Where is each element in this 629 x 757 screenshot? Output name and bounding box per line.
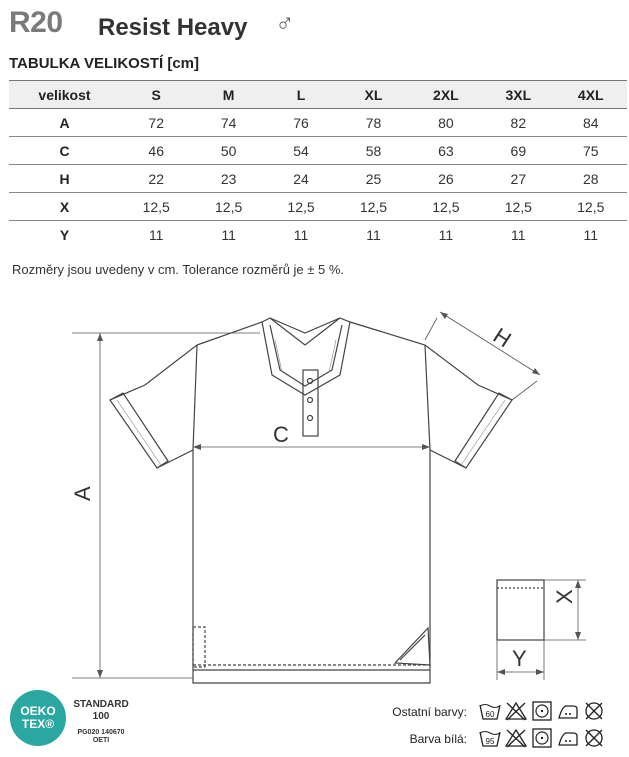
wash-tub-icon xyxy=(479,700,501,722)
table-cell: 12,5 xyxy=(577,198,605,215)
collar-inner xyxy=(270,325,342,386)
shirt-body-outline xyxy=(110,318,512,683)
wash-tub-icon xyxy=(479,727,501,749)
row-label: C xyxy=(59,142,70,159)
oeko-tex-logo: OEKO TEX® xyxy=(10,690,66,746)
left-cuff xyxy=(110,393,168,468)
tolerance-note: Rozměry jsou uvedeny v cm. Tolerance rozměrů je ± 5 %. xyxy=(12,262,345,277)
table-cell: 25 xyxy=(365,170,382,187)
wash-temp: 95 xyxy=(485,737,495,746)
table-cell: 12,5 xyxy=(215,198,243,215)
table-cell: 28 xyxy=(582,170,599,187)
table-cell: 82 xyxy=(510,114,527,131)
oeko-tex-standard: STANDARD 100 xyxy=(73,699,129,722)
no-bleach-icon xyxy=(505,700,527,722)
care-label-white: Barva bílá: xyxy=(409,732,467,746)
table-cell: 72 xyxy=(148,114,164,131)
care-icons-colored xyxy=(479,700,605,722)
wash-temp: 60 xyxy=(485,710,495,719)
care-icons-white xyxy=(479,727,605,749)
table-cell: 50 xyxy=(220,142,237,159)
dimension-label-y: Y xyxy=(512,646,527,671)
product-code: R20 xyxy=(9,6,63,39)
row-label: A xyxy=(59,114,70,131)
oeko-tex-cert: PG020 140670 OETI xyxy=(77,729,125,744)
right-cuff xyxy=(455,393,512,468)
fabric-swatch xyxy=(497,580,544,640)
row-label: Y xyxy=(59,226,70,243)
dimension-label-a: A xyxy=(70,486,95,501)
size-table-title: TABULKA VELIKOSTÍ [cm] xyxy=(9,55,199,72)
no-bleach-icon xyxy=(505,727,527,749)
tumble-dry-icon xyxy=(531,727,553,749)
product-name: Resist Heavy xyxy=(98,14,248,41)
table-cell: 69 xyxy=(510,142,527,159)
size-header: 4XL xyxy=(555,81,627,109)
iron-icon xyxy=(557,700,579,722)
button xyxy=(308,416,313,421)
button xyxy=(308,398,313,403)
table-cell: 78 xyxy=(365,114,382,131)
table-cell: 80 xyxy=(438,114,454,131)
table-cell: 54 xyxy=(293,142,309,159)
table-cell: 22 xyxy=(148,170,164,187)
table-cell: 11 xyxy=(583,226,599,243)
table-cell: 75 xyxy=(582,142,599,159)
table-cell: 11 xyxy=(511,226,526,243)
table-cell: 58 xyxy=(365,142,382,159)
row-label: X xyxy=(59,198,70,215)
iron-icon xyxy=(557,727,579,749)
no-dry-clean-icon xyxy=(583,700,605,722)
table-cell: 27 xyxy=(510,170,527,187)
table-cell: 24 xyxy=(293,170,309,187)
dimension-label-x: X xyxy=(552,589,577,604)
male-gender-icon: ♂ xyxy=(275,8,295,38)
table-cell: 12,5 xyxy=(142,198,170,215)
table-cell: 12,5 xyxy=(359,198,388,215)
table-cell: 23 xyxy=(220,170,237,187)
table-cell: 26 xyxy=(438,170,454,187)
care-label-colored: Ostatní barvy: xyxy=(392,705,467,719)
table-cell: 12,5 xyxy=(504,198,532,215)
table-cell: 46 xyxy=(148,142,164,159)
size-header: S xyxy=(120,81,192,109)
table-cell: 11 xyxy=(221,226,236,243)
table-cell: 84 xyxy=(582,114,599,131)
dimension-label-h: H xyxy=(488,322,516,353)
table-cell: 12,5 xyxy=(432,198,460,215)
table-cell: 11 xyxy=(293,226,309,243)
size-header: L xyxy=(265,81,337,109)
table-cell: 11 xyxy=(148,226,164,243)
table-cell: 76 xyxy=(293,114,309,131)
table-cell: 11 xyxy=(366,226,381,243)
no-dry-clean-icon xyxy=(583,727,605,749)
table-cell: 12,5 xyxy=(287,198,315,215)
tumble-dry-icon xyxy=(531,700,553,722)
size-header: XL xyxy=(337,81,409,109)
row-label: H xyxy=(59,170,70,187)
size-header: M xyxy=(192,81,264,109)
dimension-label-c: C xyxy=(273,422,289,447)
table-cell: 74 xyxy=(220,114,237,131)
size-header-label: velikost xyxy=(9,81,120,109)
size-header: 3XL xyxy=(482,81,554,109)
table-cell: 63 xyxy=(438,142,454,159)
size-header: 2XL xyxy=(410,81,482,109)
table-cell: 11 xyxy=(438,226,454,243)
